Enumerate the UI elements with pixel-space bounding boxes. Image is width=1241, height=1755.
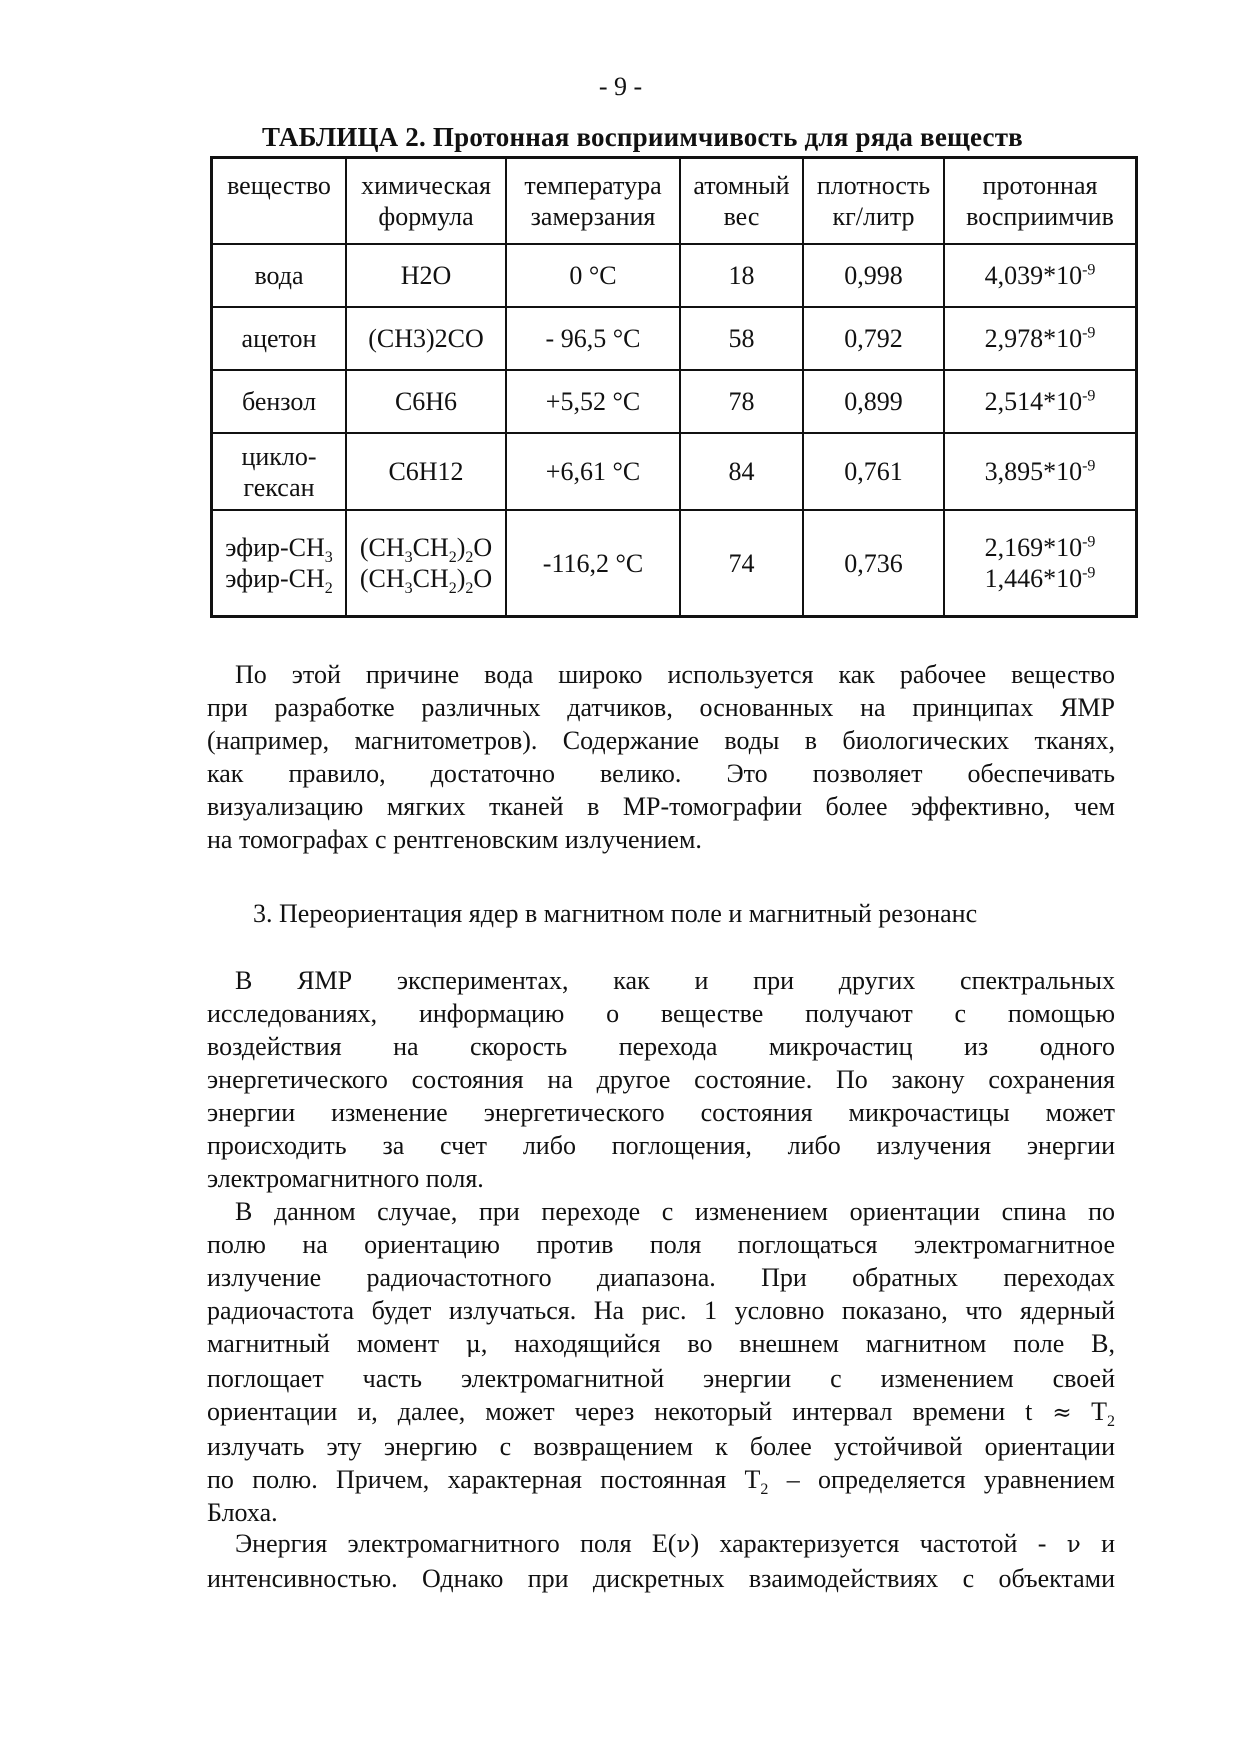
table-row — [212, 370, 1137, 433]
text-line: энергетического состояния на другое состояние. По закону сохранения — [207, 1065, 1115, 1094]
cell-formula: $(CH_3CH_2)_2O$ $(CH_3CH_2)_2O$ — [346, 510, 506, 617]
text-line: магнитный момент μ, находящийся во внешнем магнитном поле B, — [207, 1329, 1115, 1358]
cell-formula: C6H12 — [346, 433, 506, 510]
header-formula: химическая формула — [346, 158, 506, 245]
cell-weight: 74 — [680, 510, 803, 617]
cell-temp: +5,52 °C — [506, 370, 680, 433]
paragraph-field-energy — [207, 1527, 1115, 1595]
text-line: излучение радиочастотного диапазона. При обратных переходах — [207, 1263, 1115, 1292]
text-line: В данном случае, при переходе с изменением ориентации спина по — [235, 1197, 1115, 1226]
cell-susceptibility: $2,978*10^{-9}$ — [944, 307, 1137, 370]
table-row — [212, 307, 1137, 370]
paragraph-nmr-experiments — [207, 964, 1115, 1195]
text-line: поглощает часть электромагнитной энергии с изменением своей — [207, 1364, 1115, 1393]
text-line: исследованиях, информацию о веществе получают с помощью — [207, 999, 1115, 1028]
cell-weight: 84 — [680, 433, 803, 510]
susceptibility-table — [210, 156, 1138, 618]
cell-density: 0,761 — [803, 433, 944, 510]
cell-formula: C6H6 — [346, 370, 506, 433]
text-line: В ЯМР экспериментах, как и при других спектральных — [235, 966, 1115, 995]
header-atomic-weight: атомный вес — [680, 158, 803, 245]
text-line: визуализацию мягких тканей в МР-томографии более эффективно, чем — [207, 792, 1115, 821]
cell-substance: вода — [212, 244, 347, 307]
text-line: По этой причине вода широко используется как рабочее вещество — [235, 660, 1115, 689]
cell-susceptibility: $3,895*10^{-9}$ — [944, 433, 1137, 510]
text-line: радиочастота будет излучаться. На рис. 1 условно показано, что ядерный — [207, 1296, 1115, 1325]
cell-weight: 58 — [680, 307, 803, 370]
text-line: происходить за счет либо поглощения, либо излучения энергии — [207, 1131, 1115, 1160]
table-row-ether — [212, 510, 1137, 617]
cell-weight: 78 — [680, 370, 803, 433]
text-line: (например, магнитометров). Содержание воды в биологических тканях, — [207, 726, 1115, 755]
cell-density: 0,792 — [803, 307, 944, 370]
cell-susceptibility: $2,514*10^{-9}$ — [944, 370, 1137, 433]
cell-temp: -116,2 °C — [506, 510, 680, 617]
text-line: ориентации и, далее, может через некоторый интервал времени $t \approx T_2$ — [207, 1397, 1115, 1431]
cell-temp: - 96,5 °C — [506, 307, 680, 370]
cell-temp: 0 °C — [506, 244, 680, 307]
header-susceptibility: протонная восприимчив — [944, 158, 1137, 245]
header-freezing-temp: температура замерзания — [506, 158, 680, 245]
text-line: на томографах с рентгеновским излучением. — [207, 825, 702, 854]
text-line: как правило, достаточно велико. Это позволяет обеспечивать — [207, 759, 1115, 788]
table-row — [212, 244, 1137, 307]
cell-susceptibility: $4,039*10^{-9}$ — [944, 244, 1137, 307]
cell-substance: бензол — [212, 370, 347, 433]
cell-substance: эфир-$CH_3$ эфир-$CH_2$ — [212, 510, 347, 617]
text-line: по полю. Причем, характерная постоянная $T_2$ – определяется уравнением — [207, 1465, 1116, 1499]
header-density: плотность кг/литр — [803, 158, 944, 245]
text-line: при разработке различных датчиков, основанных на принципах ЯМР — [207, 693, 1115, 722]
text-line: электромагнитного поля. — [207, 1164, 484, 1193]
text-line: Блоха. — [207, 1498, 278, 1527]
cell-formula: (CH3)2CO — [346, 307, 506, 370]
cell-temp: +6,61 °C — [506, 433, 680, 510]
cell-density: 0,899 — [803, 370, 944, 433]
text-line: интенсивностью. Однако при дискретных взаимодействиях с объектами — [207, 1564, 1115, 1593]
text-line: Энергия электромагнитного поля E(ν) характеризуется частотой - ν и — [235, 1529, 1115, 1558]
cell-substance: цикло- гексан — [212, 433, 347, 510]
paragraph-water-usage — [207, 658, 1115, 856]
cell-density: 0,736 — [803, 510, 944, 617]
cell-density: 0,998 — [803, 244, 944, 307]
cell-weight: 18 — [680, 244, 803, 307]
page-number: - 9 - — [598, 72, 643, 101]
header-substance: вещество — [212, 158, 347, 245]
text-line: энергии изменение энергетического состояния микрочастицы может — [207, 1098, 1115, 1127]
text-line: полю на ориентацию против поля поглощаться электромагнитное — [207, 1230, 1115, 1259]
cell-substance: ацетон — [212, 307, 347, 370]
paragraph-spin-orientation — [207, 1195, 1115, 1529]
text-line: воздействия на скорость перехода микрочастиц из одного — [207, 1032, 1115, 1061]
text-line: излучать эту энергию с возвращением к более устойчивой ориентации — [207, 1432, 1115, 1461]
table-header-row — [212, 158, 1137, 245]
cell-formula: H2O — [346, 244, 506, 307]
table-caption: ТАБЛИЦА 2. Протонная восприимчивость для ряда веществ — [262, 122, 1023, 152]
section-heading: 3. Переориентация ядер в магнитном поле и магнитный резонанс — [253, 899, 978, 928]
table-row — [212, 433, 1137, 510]
cell-susceptibility: $2,169*10^{-9}$ $1,446*10^{-9}$ — [944, 510, 1137, 617]
